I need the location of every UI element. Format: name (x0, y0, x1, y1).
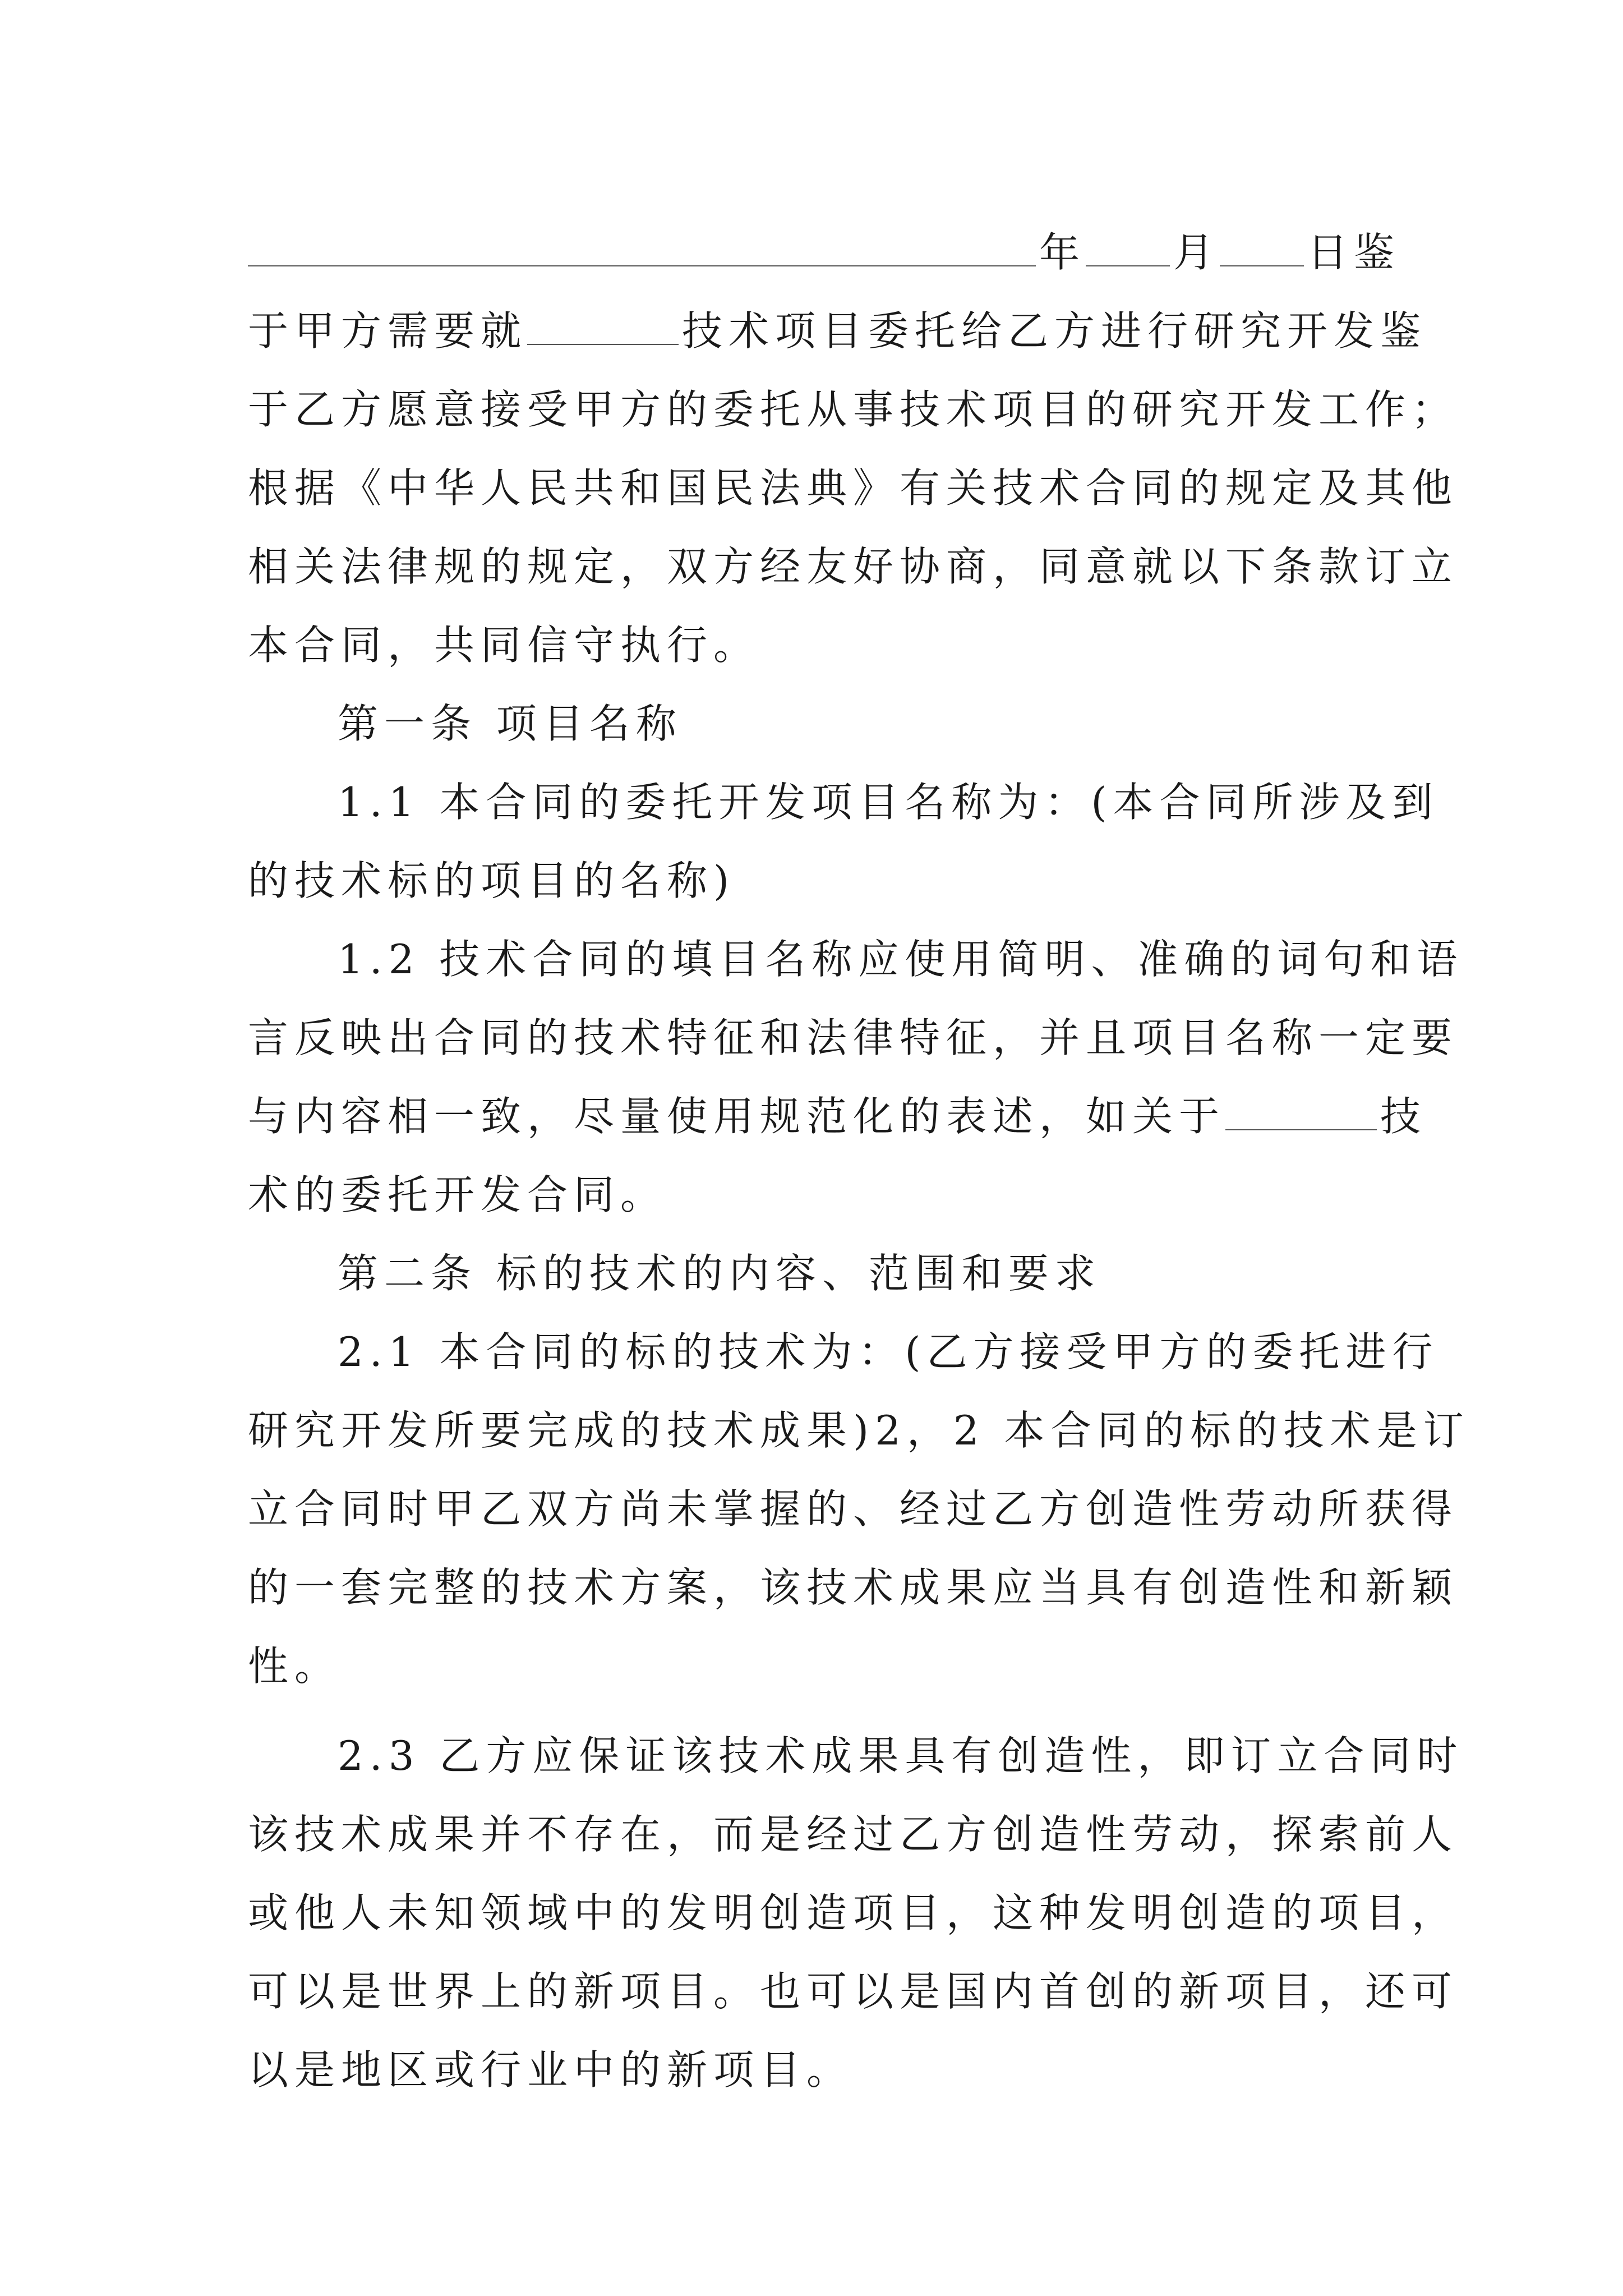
paragraph-line: 于乙方愿意接受甲方的委托从事技术项目的研究开发工作； (248, 386, 1459, 433)
paragraph-line: 研究开发所要完成的技术成果)2，2 本合同的标的技术是订 (248, 1407, 1470, 1454)
clause-1-1: 1.1 本合同的委托开发项目名称为：(本合同所涉及到 (338, 779, 1439, 826)
paragraph-line: 立合同时甲乙双方尚未掌握的、经过乙方创造性劳动所获得 (248, 1485, 1459, 1533)
paragraph-line: 本合同，共同信守执行。 (248, 622, 760, 669)
document-page (248, 213, 1470, 2109)
paragraph-line: 与内容相一致，尽量使用规范化的表述，如关于 技 (248, 1093, 1427, 1140)
paragraph-line: 根据《中华人民共和国民法典》有关技术合同的规定及其他 (248, 464, 1459, 512)
day-label: 日鉴 (1307, 229, 1401, 276)
clause-2-1: 2.1 本合同的标的技术为：(乙方接受甲方的委托进行 (338, 1328, 1439, 1375)
year-label: 年 (1039, 229, 1086, 276)
paragraph-line: 该技术成果并不存在，而是经过乙方创造性劳动，探索前人 (248, 1811, 1459, 1858)
article-1-heading: 第一条 项目名称 (338, 700, 683, 747)
paragraph-line: 言反映出合同的技术特征和法律特征，并且项目名称一定要 (248, 1014, 1459, 1061)
blank-underline (1225, 1129, 1377, 1130)
blank-underline (1086, 265, 1170, 266)
blank-underline (1220, 265, 1304, 266)
paragraph-line: 可以是世界上的新项目。也可以是国内首创的新项目，还可 (248, 1968, 1459, 2015)
paragraph-line: 性。 (248, 1642, 342, 1690)
blank-underline (248, 265, 1036, 266)
paragraph-line: 以是地区或行业中的新项目。 (248, 2046, 854, 2093)
paragraph-line: 术的委托开发合同。 (248, 1171, 667, 1218)
paragraph-line: 于甲方需要就 技术项目委托给乙方进行研究开发鉴 (248, 307, 1427, 355)
clause-2-3: 2.3 乙方应保证该技术成果具有创造性，即订立合同时 (338, 1732, 1464, 1779)
article-2-heading: 第二条 标的技术的内容、范围和要求 (338, 1250, 1101, 1297)
date-line (248, 213, 1401, 292)
paragraph-line: 或他人未知领域中的发明创造项目，这种发明创造的项目， (248, 1889, 1459, 1936)
clause-1-2: 1.2 技术合同的填目名称应使用简明、准确的词句和语 (338, 936, 1464, 983)
paragraph-line: 的技术标的项目的名称) (248, 857, 736, 904)
blank-underline (527, 343, 679, 345)
month-label: 月 (1173, 229, 1220, 276)
paragraph-line: 相关法律规的规定，双方经友好协商，同意就以下条款订立 (248, 543, 1459, 590)
paragraph-line: 的一套完整的技术方案，该技术成果应当具有创造性和新颖 (248, 1564, 1459, 1611)
